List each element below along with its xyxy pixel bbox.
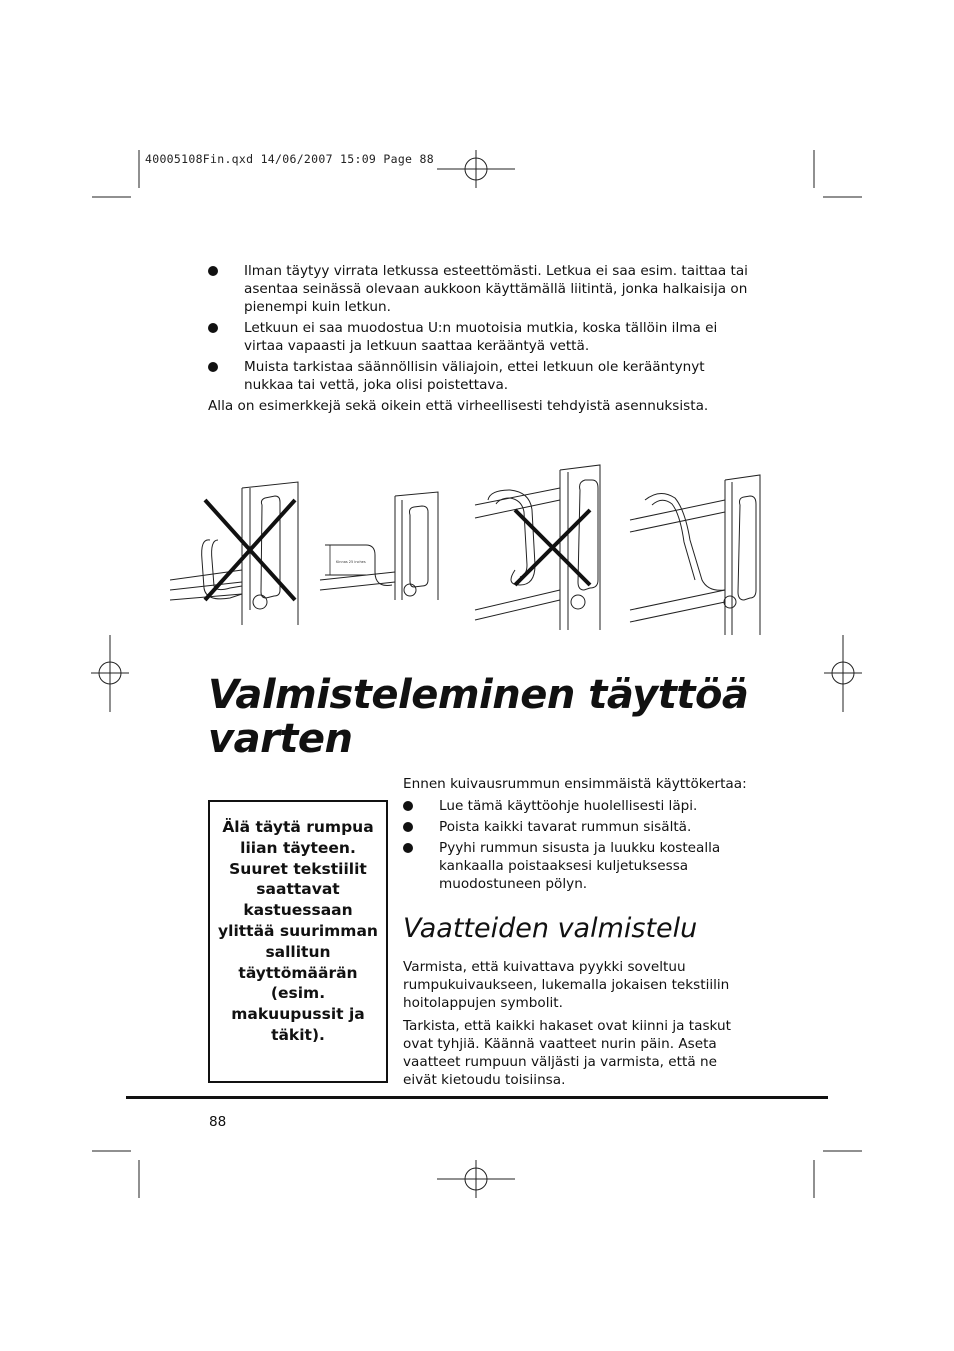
bullet-icon (208, 323, 218, 333)
paragraph: Tarkista, että kaikki hakaset ovat kiinni ja taskut ovat tyhjiä. Käännä vaatteet nurin päin. Aseta vaatteet rumpuun väljästi ja varmista, että ne eivät kietoudu toisiinsa. (403, 1018, 731, 1088)
registration-mark-top (437, 150, 515, 188)
intro-section (208, 262, 753, 415)
paragraph: Varmista, että kuivattava pyykki soveltuu rumpukuivaukseen, lukemalla jokaisen tekstiilin hoitolappujen symbolit. (403, 959, 730, 1011)
clothes-prep-section (403, 958, 743, 1089)
figure-wrong-3 (475, 465, 600, 630)
list-item: Ilman täytyy virrata letkussa esteettömästi. Letkua ei saa esim. taittaa tai asentaa seinässä olevaan aukkoon käyttämällä liitintä, jonka halkaisija on pienempi kuin letkun. (208, 262, 753, 316)
intro-note: Alla on esimerkkejä sekä oikein että virheellisesti tehdyistä asennuksista. (208, 398, 709, 414)
page-title: Valmisteleminen täyttöä varten (208, 672, 749, 762)
bullet-icon (403, 843, 413, 853)
footer-rule (126, 1096, 828, 1099)
registration-mark-right (824, 635, 862, 712)
registration-mark-left (91, 635, 129, 712)
list-item: Poista kaikki tavarat rummun sisältä. (403, 818, 748, 836)
list-item: Letkuun ei saa muodostua U:n muotoisia mutkia, koska tällöin ilma ei virtaa vapaasti ja letkuun saattaa kerääntyä vettä. (208, 319, 753, 355)
figure-correct-2 (320, 492, 438, 600)
registration-mark-bottom (437, 1160, 515, 1198)
intro-bullet-list (208, 262, 753, 394)
section-heading: Vaatteiden valmistelu (403, 913, 698, 944)
warning-box: Älä täytä rumpua liian täyteen. Suuret tekstiilit saattavat kastuessaan ylittää suurimman sallitun täyttömäärän (esim. makuupussit ja täkit). (208, 800, 388, 1083)
bullet-icon (208, 362, 218, 372)
first-use-section (403, 775, 748, 896)
figure-wrong-1 (170, 482, 298, 625)
first-use-bullet-list (403, 797, 748, 893)
print-slug: 40005108Fin.qxd 14/06/2007 15:09 Page 88 (145, 152, 434, 166)
bullet-icon (403, 801, 413, 811)
page-number: 88 (209, 1114, 227, 1130)
figure-correct-4 (630, 475, 760, 635)
first-use-intro: Ennen kuivausrummun ensimmäistä käyttökertaa: (403, 776, 747, 792)
figure-height-label: Kinnas 25 inches (336, 560, 366, 564)
installation-illustrations (170, 460, 770, 640)
list-item: Pyyhi rummun sisusta ja luukku kostealla kankaalla poistaaksesi kuljetuksessa muodostuneen pölyn. (403, 839, 748, 893)
bullet-icon (403, 822, 413, 832)
bullet-icon (208, 266, 218, 276)
list-item: Muista tarkistaa säännöllisin väliajoin, ettei letkuun ole kerääntynyt nukkaa tai vettä, joka olisi poistettava. (208, 358, 753, 394)
list-item: Lue tämä käyttöohje huolellisesti läpi. (403, 797, 748, 815)
